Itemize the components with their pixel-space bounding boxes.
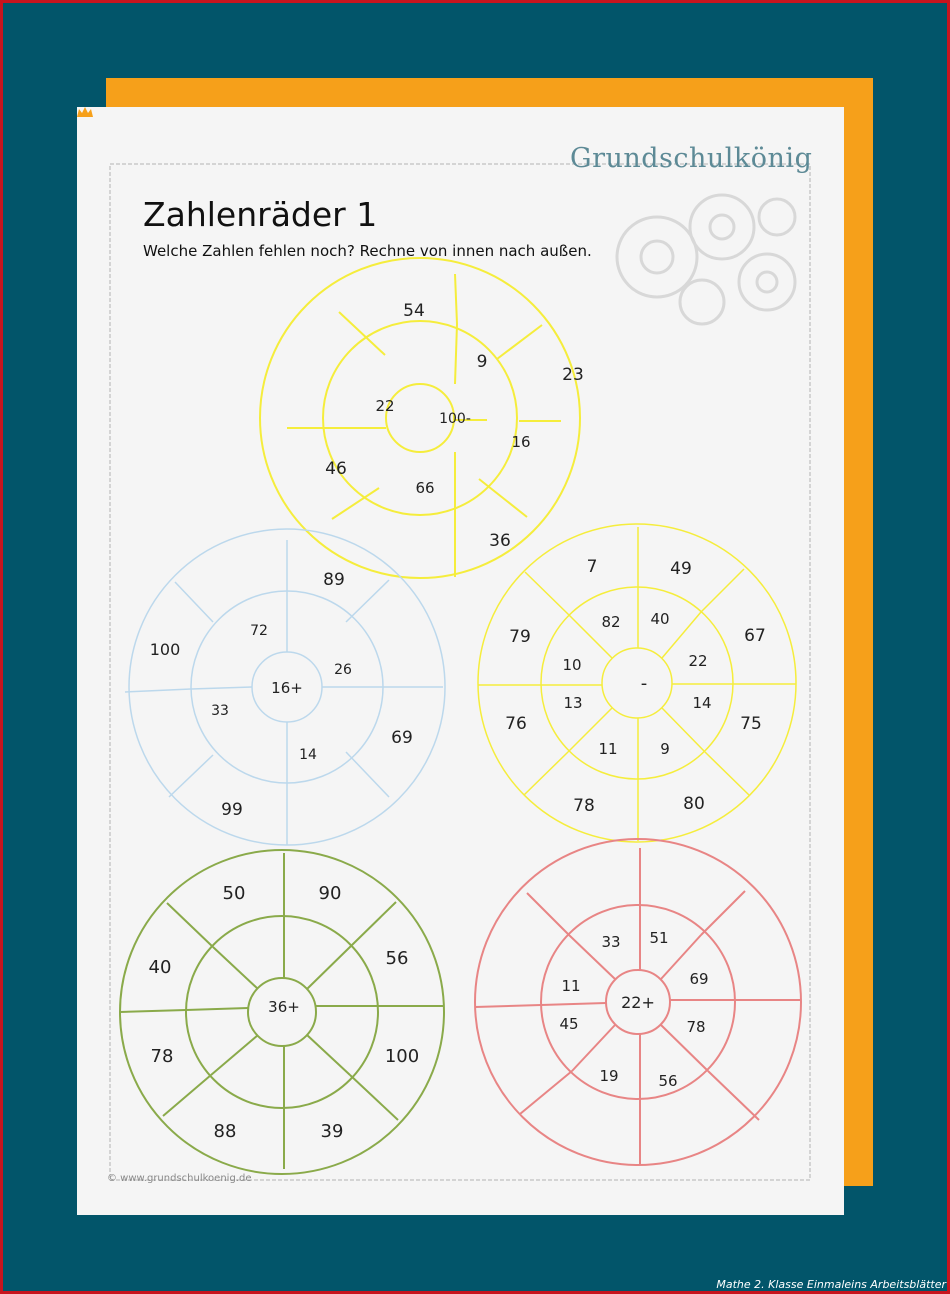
wheel-2-outer-value: 89 xyxy=(323,570,345,590)
wheel-1-inner-value: 16 xyxy=(511,433,531,451)
wheel-2-inner-value: 72 xyxy=(250,623,268,639)
page-title: Zahlenräder 1 xyxy=(143,195,378,234)
wheel-5-inner-value: 69 xyxy=(689,970,709,988)
wheel-5-inner-value: 78 xyxy=(686,1018,706,1036)
wheel-4-outer-value: 40 xyxy=(148,957,172,978)
wheel-2-outer-value: 69 xyxy=(391,728,413,748)
wheel-1-outer-value: 23 xyxy=(562,365,584,385)
wheel-5-inner-value: 11 xyxy=(561,977,581,995)
wheel-3-inner-value: 10 xyxy=(562,656,582,674)
wheel-1-center: 100- xyxy=(439,411,471,427)
image-caption: Mathe 2. Klasse Einmaleins Arbeitsblätter xyxy=(716,1278,946,1291)
wheel-2-inner-value: 33 xyxy=(211,703,229,719)
wheel-1-outer-value: 54 xyxy=(403,301,425,321)
wheel-1-outer-value: 46 xyxy=(325,459,347,479)
wheel-5-inner-value: 45 xyxy=(559,1015,579,1033)
wheel-4-outer-value: 56 xyxy=(385,948,409,969)
wheel-4-outer-value: 78 xyxy=(150,1046,174,1067)
wheel-1-inner-value: 9 xyxy=(476,352,488,372)
wheel-4-outer-value: 39 xyxy=(320,1121,344,1142)
wheel-2-outer-value: 100 xyxy=(149,640,181,659)
wheel-2-outer-value: 99 xyxy=(221,800,243,820)
footer-copyright: © www.grundschulkoenig.de xyxy=(107,1173,252,1184)
wheel-3-inner-value: 11 xyxy=(598,740,618,758)
instruction-text: Welche Zahlen fehlen noch? Rechne von innen nach außen. xyxy=(143,242,592,260)
wheel-4-outer-value: 50 xyxy=(222,883,246,904)
wheel-5-inner-value: 56 xyxy=(658,1072,678,1090)
wheel-3 xyxy=(478,524,796,842)
wheel-3-labels xyxy=(505,557,766,816)
wheel-4-outer-value: 90 xyxy=(318,883,342,904)
worksheet-graphics xyxy=(77,107,844,1215)
wheel-2-center: 16+ xyxy=(271,679,303,697)
wheel-4-center: 36+ xyxy=(268,998,300,1016)
wheel-5-inner-value: 51 xyxy=(649,929,669,947)
wheel-5-inner-value: 33 xyxy=(601,933,621,951)
brand-logo: Grundschulkönig xyxy=(570,143,813,174)
wheel-2-inner-value: 14 xyxy=(299,747,317,763)
wheel-3-outer-value: 7 xyxy=(586,557,598,577)
wheel-3-outer-value: 76 xyxy=(505,714,527,734)
crown-icon xyxy=(77,107,93,117)
wheel-3-center: - xyxy=(640,673,648,694)
wheel-3-inner-value: 14 xyxy=(692,694,712,712)
wheel-5-labels xyxy=(559,929,708,1090)
wheel-3-inner-value: 40 xyxy=(650,610,670,628)
worksheet-page xyxy=(77,107,844,1215)
wheel-1-inner-value: 22 xyxy=(375,397,395,415)
wheel-3-inner-value: 22 xyxy=(688,652,708,670)
wheel-3-outer-value: 75 xyxy=(740,714,762,734)
wheel-4-outer-value: 100 xyxy=(384,1046,420,1067)
gears-decoration xyxy=(617,195,795,324)
wheel-3-outer-value: 49 xyxy=(670,559,692,579)
wheel-3-inner-value: 13 xyxy=(563,694,583,712)
wheel-3-outer-value: 67 xyxy=(744,626,766,646)
wheel-5-center: 22+ xyxy=(621,993,655,1012)
wheel-1-inner-value: 66 xyxy=(415,479,435,497)
wheel-3-outer-value: 80 xyxy=(683,794,705,814)
wheel-4-outer-value: 88 xyxy=(213,1121,237,1142)
wheel-3-inner-value: 9 xyxy=(660,740,670,758)
wheel-3-inner-value: 82 xyxy=(601,613,621,631)
wheel-1-outer-value: 36 xyxy=(489,531,511,551)
wheel-2-inner-value: 26 xyxy=(334,662,352,678)
wheel-3-outer-value: 79 xyxy=(509,627,531,647)
wheel-5-inner-value: 19 xyxy=(599,1067,619,1085)
wheel-3-outer-value: 78 xyxy=(573,796,595,816)
